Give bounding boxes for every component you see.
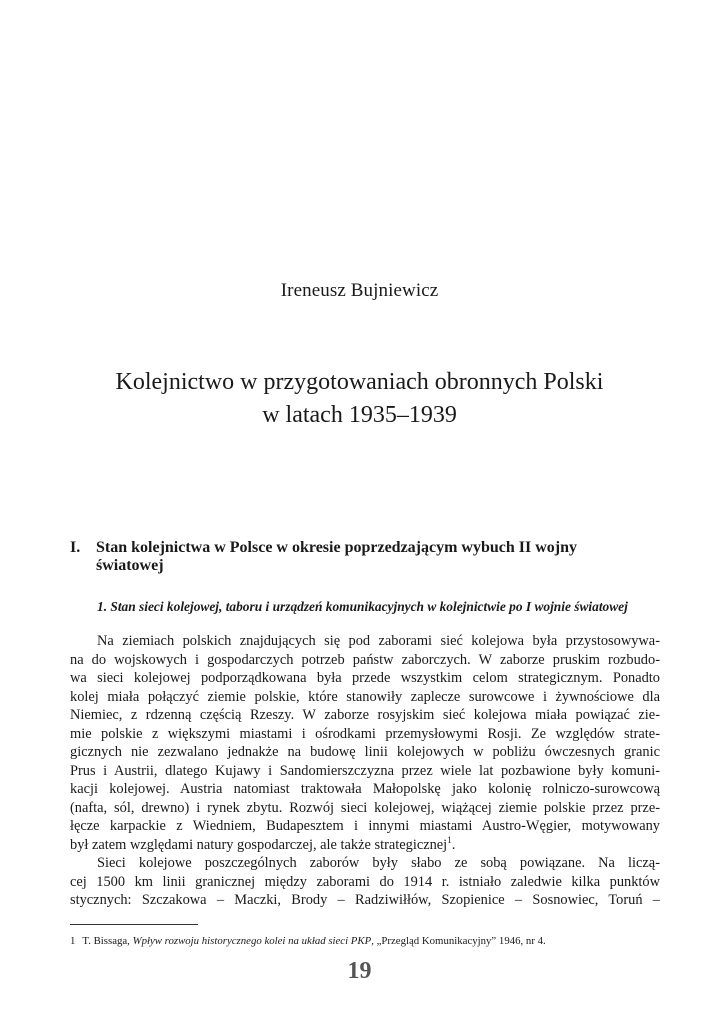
article-title [60,366,659,432]
section-number: I. [70,539,81,556]
section-heading [70,539,660,575]
section-title-line-2: światowej [96,557,164,574]
author-name: Ireneusz Bujniewicz [280,280,439,301]
footnote-source: , „Przegląd Komunikacyjny” 1946, nr 4. [371,935,546,947]
footnote-work-title: Wpływ rozwoju historycznego kolei na układ sieci PKP [132,935,372,947]
body-line: na do wojskowych i gospodarczych potrzeb państw zaborczych. W zaborze pruskim rozbudo- [70,651,660,668]
footnote-reference[interactable]: 1 [447,834,452,845]
body-line: gicznych nie zezwalano jednakże na budowę linii kolejowych w pobliżu ówczesnych granic [70,744,660,760]
section-title-line-1: Stan kolejnictwa w Polsce w okresie poprzedzającym wybuch II wojny [96,539,578,556]
body-line: mie polskie z większymi miastami i ośrodkami przemysłowymi Rosji. Ze względów strate- [70,725,660,742]
body-line: kolej miała połączyć ziemie polskie, które stanowiły zaplecze surowcowe i żywnościowe dla [70,688,660,705]
body-line: cej 1500 km linii granicznej między zaborami do 1914 r. istniało zaledwie kilka punktów [70,873,660,890]
body-line: Prus i Austrii, dlatego Kujawy i Sandomierszczyzna przez wiele lat pozbawione były komuni- [70,762,660,779]
body-text [70,632,660,910]
body-line: Na ziemiach polskich znajdujących się pod zaborami sieć kolejowa była przystosowywa- [97,633,660,649]
body-line: (nafta, sól, drewno) i rynek zbytu. Rozwój sieci kolejowej, wiążącej ziemie polskie przez prze- [70,799,660,816]
footnote-number: 1 [70,935,76,947]
footnote [70,934,660,948]
body-line: łęcze karpackie z Wiedniem, Budapesztem i innymi miastami Austro-Węgier, motywowany [70,818,660,834]
body-line-text: był zatem względami natury gospodarczej, ale także strategicznej [70,836,448,853]
title-line-2: w latach 1935–1939 [262,402,457,428]
body-line: Sieci kolejowe poszczególnych zaborów były słabo ze sobą powiązane. Na liczą- [97,855,660,871]
body-line: kacji kolejowej. Austria natomiast traktowała Małopolskę jako kolonię rolniczo-surowcową [70,781,660,797]
footnote-separator [70,924,198,925]
title-line-1: Kolejnictwo w przygotowaniach obronnych Polski [115,369,604,395]
body-line: Niemiec, z rdzenną częścią Rzeszy. W zaborze rosyjskim sieć kolejowa miała powiązać zie- [70,707,660,723]
subsection-heading: 1. Stan sieci kolejowej, taboru i urządzeń komunikacyjnych w kolejnictwie po I wojnie światowej [97,599,628,614]
footnote-author: T. Bissaga, [82,935,130,947]
body-line: stycznych: Szczakowa – Maczki, Brody – Radziwiłłów, Szopienice – Sosnowiec, Toruń – [70,892,660,908]
body-line: był zatem względami natury gospodarczej, ale także strategicznej$^1$. [70,834,456,853]
body-line: wa sieci kolejowej podporządkowana była przede wszystkim celom strategicznym. Ponadto [70,670,660,686]
page-number: 19 [347,958,372,984]
